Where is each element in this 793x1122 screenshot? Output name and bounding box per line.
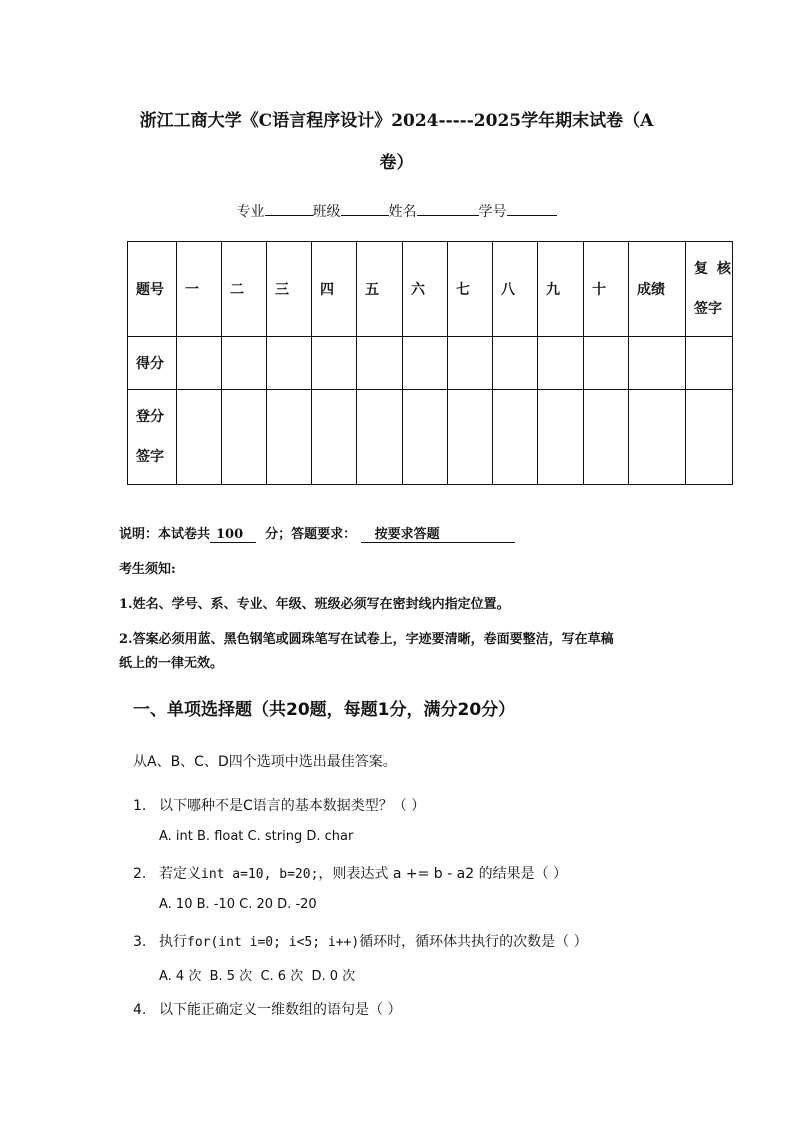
class-blank[interactable]	[341, 201, 389, 216]
question-text-cont: ，则表达式 a += b - a2 的结果是（ ）	[318, 866, 568, 882]
exam-title: 浙江工商大学《C语言程序设计》2024-----2025学年期末试卷（A	[139, 111, 654, 131]
score-cell[interactable]	[267, 337, 312, 390]
exam-explanation	[119, 523, 515, 543]
student-info	[0, 201, 793, 221]
section-title: 一、单项选择题（共20题，每题1分，满分20分）	[133, 700, 516, 720]
question-text: 以下能正确定义一维数组的语句是（ ）	[159, 1002, 402, 1018]
sign-cell[interactable]	[177, 390, 222, 485]
rule-1: 1.姓名、学号、系、专业、年级、班级必须写在密封线内指定位置。	[119, 597, 510, 612]
exam-title-cont: 卷）	[379, 153, 414, 173]
table-header-row	[128, 242, 733, 337]
question-text: 以下哪种不是C语言的基本数据类型？（ ）	[159, 798, 426, 814]
header-cell: 一	[177, 242, 222, 337]
question-text-cont: 循环时，循环体共执行的次数是（ ）	[359, 934, 588, 950]
sign-cell[interactable]	[686, 390, 733, 485]
score-table	[127, 241, 733, 485]
header-cell: 七	[448, 242, 493, 337]
question-number: 1.	[133, 798, 147, 814]
score-cell[interactable]	[629, 337, 686, 390]
section-instruction: 从A、B、C、D四个选项中选出最佳答案。	[133, 754, 397, 770]
score-cell[interactable]	[538, 337, 584, 390]
header-cell: 十	[584, 242, 629, 337]
sign-cell[interactable]	[403, 390, 448, 485]
question-1-options: A. int B. float C. string D. char	[159, 829, 354, 844]
header-cell: 五	[357, 242, 403, 337]
id-label: 学号	[478, 204, 507, 220]
header-cell: 八	[493, 242, 538, 337]
score-cell[interactable]	[177, 337, 222, 390]
sign-cell[interactable]	[312, 390, 357, 485]
score-cell[interactable]	[222, 337, 267, 390]
header-cell: 二	[222, 242, 267, 337]
rule-2: 2.答案必须用蓝、黑色钢笔或圆珠笔写在试卷上，字迹要清晰，卷面要整洁，写在草稿	[119, 632, 614, 647]
sign-cell[interactable]	[538, 390, 584, 485]
score-cell[interactable]	[584, 337, 629, 390]
answer-requirement: 按要求答题	[361, 523, 515, 543]
sign-cell[interactable]	[267, 390, 312, 485]
total-score: 100	[210, 527, 256, 543]
header-cell: 六	[403, 242, 448, 337]
question-code: for(int i=0; i<5; i++)	[187, 935, 360, 950]
class-label: 班级	[312, 204, 341, 220]
sign-cell[interactable]	[629, 390, 686, 485]
score-cell[interactable]	[357, 337, 403, 390]
question-text: 执行	[159, 934, 187, 950]
header-cell: 九	[538, 242, 584, 337]
question-1	[133, 795, 425, 815]
score-cell[interactable]	[312, 337, 357, 390]
rule-2-cont: 纸上的一律无效。	[119, 656, 224, 671]
name-label: 姓名	[388, 204, 417, 220]
notice-heading: 考生须知:	[119, 562, 176, 577]
id-blank[interactable]	[507, 201, 557, 216]
signature-row	[128, 390, 733, 485]
score-cell[interactable]	[448, 337, 493, 390]
question-code: int a=10, b=20;	[201, 867, 319, 882]
question-number: 3.	[133, 934, 147, 950]
header-cell: 题号	[128, 242, 177, 337]
name-blank[interactable]	[417, 201, 479, 216]
header-cell: 复 核 签字	[686, 242, 733, 337]
question-2-options: A. 10 B. -10 C. 20 D. -20	[159, 897, 317, 912]
header-cell: 成绩	[629, 242, 686, 337]
major-blank[interactable]	[265, 201, 313, 216]
header-cell: 三	[267, 242, 312, 337]
sign-cell[interactable]	[584, 390, 629, 485]
question-4	[133, 999, 401, 1019]
question-2	[133, 863, 567, 883]
question-number: 2.	[133, 866, 147, 882]
explain-mid: 分；答题要求：	[265, 527, 357, 542]
question-3	[133, 931, 588, 951]
row-label: 登分 签字	[128, 390, 177, 485]
score-cell[interactable]	[403, 337, 448, 390]
major-label: 专业	[236, 204, 265, 220]
score-row	[128, 337, 733, 390]
score-cell[interactable]	[493, 337, 538, 390]
row-label: 得分	[128, 337, 177, 390]
header-cell: 四	[312, 242, 357, 337]
sign-cell[interactable]	[357, 390, 403, 485]
sign-cell[interactable]	[222, 390, 267, 485]
explain-prefix: 说明：本试卷共	[119, 527, 211, 542]
question-number: 4.	[133, 1002, 147, 1018]
score-cell[interactable]	[686, 337, 733, 390]
sign-cell[interactable]	[448, 390, 493, 485]
question-text: 若定义	[159, 866, 201, 882]
question-3-options: A. 4 次 B. 5 次 C. 6 次 D. 0 次	[159, 969, 356, 984]
sign-cell[interactable]	[493, 390, 538, 485]
